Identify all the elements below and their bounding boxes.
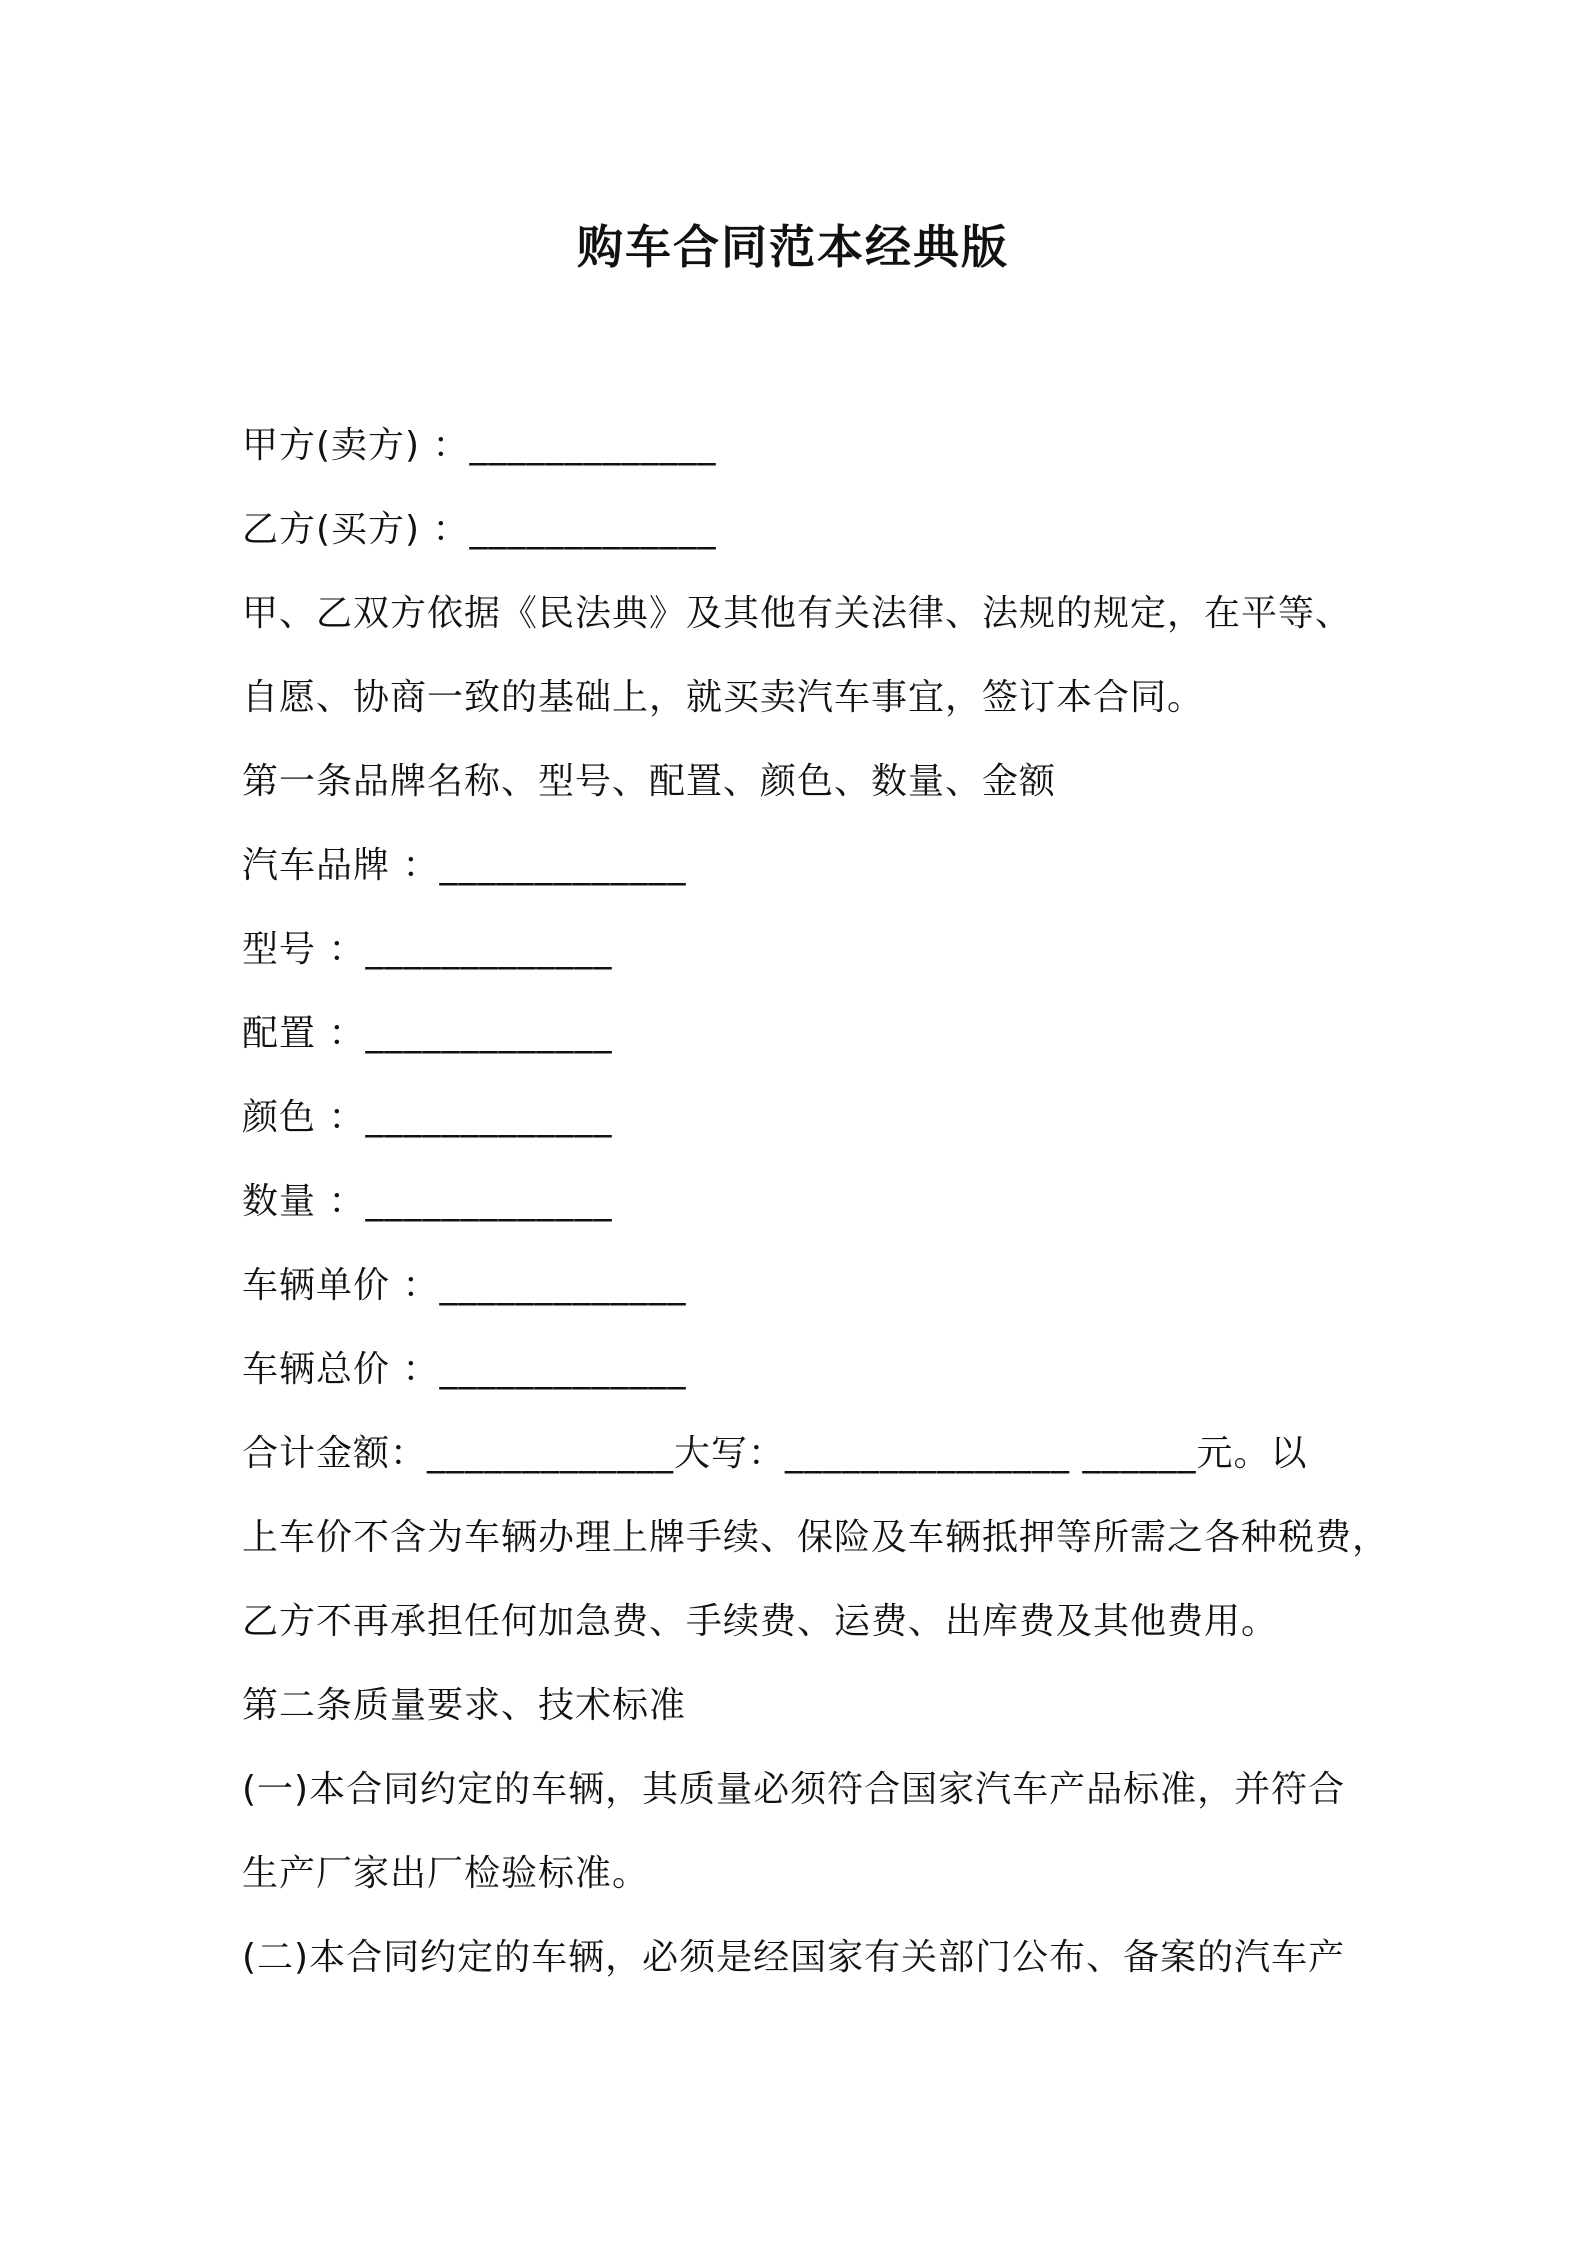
model-line: 型号 ：_____________: [242, 929, 613, 970]
unit-price-line: 车辆单价 ：_____________: [242, 1265, 687, 1306]
contract-body: [242, 404, 1392, 2000]
sum-amount-line-3: 乙方不再承担任何加急费、手续费、运费、出库费及其他费用。: [242, 1601, 1279, 1642]
sum-amount-line-2: 上车价不含为车辆办理上牌手续、保险及车辆抵押等所需之各种税费，: [242, 1517, 1390, 1558]
quality-clause-1-line-1: (一)本合同约定的车辆，其质量必须符合国家汽车产品标准，并符合: [242, 1769, 1346, 1810]
configuration-line: 配置 ：_____________: [242, 1013, 613, 1054]
buyer-line: 乙方(买方) ：_____________: [242, 509, 717, 550]
preamble-line-1: 甲、乙双方依据《民法典》及其他有关法律、法规的规定，在平等、: [242, 593, 1353, 634]
preamble-line-2: 自愿、协商一致的基础上，就买卖汽车事宜，签订本合同。: [242, 677, 1205, 718]
document-title: 购车合同范本经典版: [577, 220, 1009, 274]
seller-line: 甲方(卖方) ：_____________: [242, 425, 717, 466]
brand-line: 汽车品牌 ：_____________: [242, 845, 687, 886]
sum-amount-line-1: 合计金额：_____________大写：_______________ ______元。以: [242, 1433, 1308, 1474]
article-2-heading: 第二条质量要求、技术标准: [242, 1685, 687, 1726]
total-price-line: 车辆总价 ：_____________: [242, 1349, 687, 1390]
quantity-line: 数量 ：_____________: [242, 1181, 613, 1222]
quality-clause-2-line-1: (二)本合同约定的车辆，必须是经国家有关部门公布、备案的汽车产: [242, 1937, 1346, 1978]
article-1-heading: 第一条品牌名称、型号、配置、颜色、数量、金额: [242, 761, 1057, 802]
quality-clause-1-line-2: 生产厂家出厂检验标准。: [242, 1853, 650, 1894]
color-line: 颜色 ：_____________: [242, 1097, 613, 1138]
